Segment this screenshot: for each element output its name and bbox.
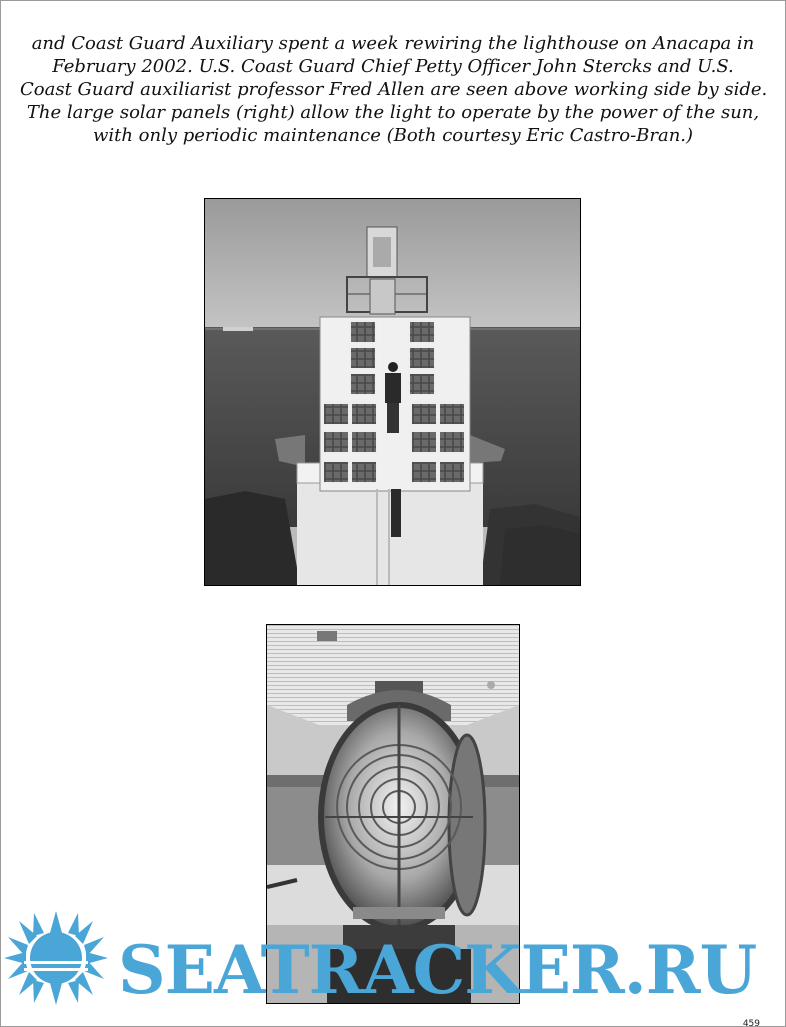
caption-line-1: and Coast Guard Auxiliary spent a week rewiring the lighthouse on Anacapa in bbox=[31, 33, 755, 54]
lighthouse-solar-panels-photo bbox=[204, 198, 581, 586]
watermark-text: SEATRACKER.RU bbox=[118, 931, 757, 1009]
caption-line-4: The large solar panels (right) allow the light to operate by the power of the sun, bbox=[26, 102, 760, 123]
caption-line-2: February 2002. U.S. Coast Guard Chief Petty Officer John Stercks and U.S. bbox=[52, 56, 734, 77]
page-number: 459 bbox=[742, 1019, 760, 1027]
seatracker-watermark bbox=[0, 905, 786, 1010]
sun-icon bbox=[4, 911, 108, 1005]
caption-line-5: with only periodic maintenance (Both courtesy Eric Castro-Bran.) bbox=[92, 125, 694, 146]
photo-caption bbox=[20, 32, 766, 147]
caption-line-3: Coast Guard auxiliarist professor Fred Allen are seen above working side by side. bbox=[20, 79, 768, 100]
